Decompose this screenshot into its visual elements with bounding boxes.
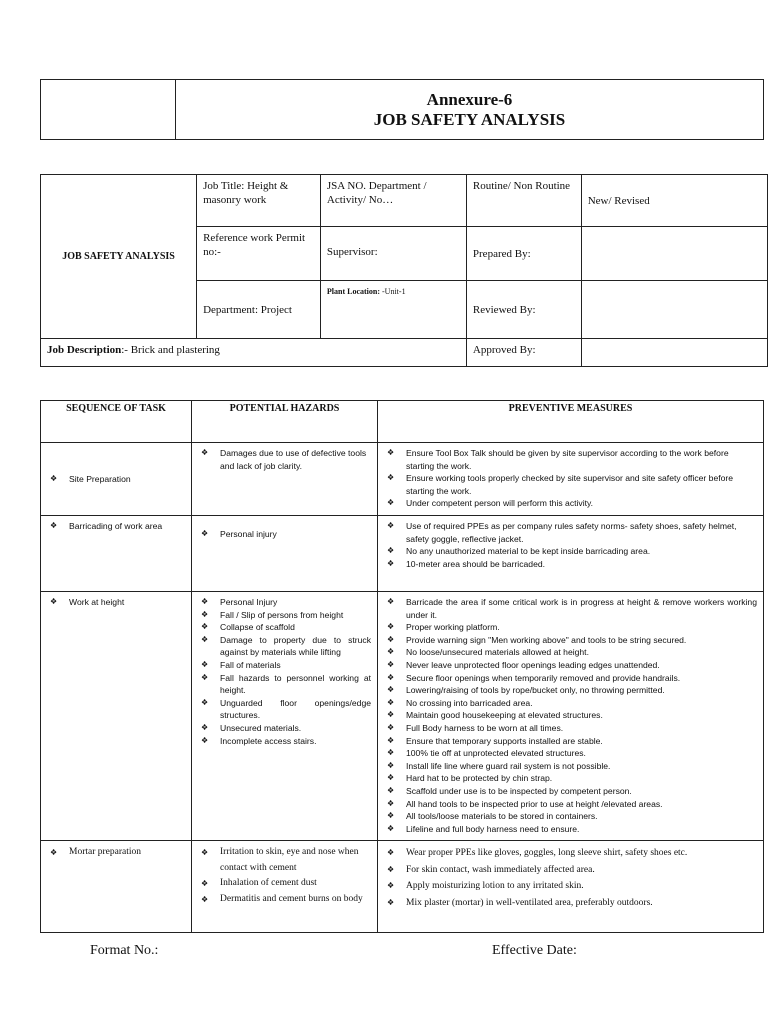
measure-item: ❖ 10-meter area should be barricaded. — [384, 558, 757, 571]
hazards-cell — [192, 516, 378, 592]
hazard-item: ❖ Damages due to use of defective tools and lack of job clarity. — [198, 447, 371, 472]
hazard-item: ❖ Unsecured materials. — [198, 722, 371, 735]
task-table — [40, 400, 764, 933]
ref-permit-cell — [197, 227, 321, 281]
measure-item: ❖ Never leave unprotected floor openings leading edges unattended. — [384, 659, 757, 672]
plant-location-value: -Unit-1 — [380, 287, 406, 296]
header-sequence: SEQUENCE OF TASK — [41, 401, 192, 443]
measure-item: ❖ All tools/loose materials to be stored in containers. — [384, 810, 757, 823]
task-table-header — [41, 401, 764, 443]
measure-item: ❖ Under competent person will perform this activity. — [384, 497, 757, 510]
measure-item: ❖ Provide warning sign "Men working above" and tools to be string secured. — [384, 634, 757, 647]
new-revised-label: New/ Revised — [587, 194, 650, 207]
hazard-item: ❖ Personal Injury — [198, 596, 371, 609]
task-name: ❖ Site Preparation — [47, 473, 185, 486]
measures-cell — [378, 516, 764, 592]
measure-item: ❖ Wear proper PPEs like gloves, goggles, long sleeve shirt, safety shoes etc. — [384, 845, 757, 862]
format-number-label: Format No.: — [90, 943, 159, 958]
routine-cell — [466, 175, 581, 227]
title-cell — [176, 80, 764, 140]
routine-label: Routine/ Non Routine — [472, 180, 571, 192]
hazard-item: ❖ Fall / Slip of persons from height — [198, 609, 371, 622]
header-hazards: POTENTIAL HAZARDS — [192, 401, 378, 443]
hazard-item: ❖ Fall of materials — [198, 659, 371, 672]
supervisor-cell — [320, 227, 466, 281]
measure-item: ❖ All hand tools to be inspected prior to use at height /elevated areas. — [384, 798, 757, 811]
hazard-item: ❖ Dermatitis and cement burns on body — [198, 892, 371, 908]
jsa-no: JSA NO. Department / Activity/ No… — [326, 180, 427, 206]
measure-item: ❖ Full Body harness to be worn at all times. — [384, 722, 757, 735]
job-description-value: :- Brick and plastering — [121, 344, 220, 356]
hazard-item: ❖ Irritation to skin, eye and nose when contact with cement — [198, 845, 371, 876]
task-name: ❖ Mortar preparation — [47, 845, 185, 861]
measure-item: ❖ For skin contact, wash immediately affected area. — [384, 862, 757, 879]
table-row — [41, 516, 764, 592]
approved-by-cell — [466, 339, 581, 367]
logo-placeholder-cell — [41, 80, 176, 140]
jsa-no-cell — [320, 175, 466, 227]
approved-by-label: Approved By: — [472, 344, 536, 356]
job-description-cell — [41, 339, 467, 367]
task-cell — [41, 841, 192, 933]
measure-item: ❖ Secure floor openings when temporarily removed and provide handrails. — [384, 672, 757, 685]
task-cell — [41, 592, 192, 841]
header-measures: PREVENTIVE MEASURES — [378, 401, 764, 443]
measure-item: ❖ No loose/unsecured materials allowed at height. — [384, 646, 757, 659]
measure-item: ❖ Proper working platform. — [384, 621, 757, 634]
measure-item: ❖ Maintain good housekeeping at elevated structures. — [384, 709, 757, 722]
measure-item: ❖ No crossing into barricaded area. — [384, 697, 757, 710]
task-cell — [41, 443, 192, 516]
measure-item: ❖ No any unauthorized material to be kept inside barricading area. — [384, 545, 757, 558]
task-name: ❖ Work at height — [47, 596, 185, 609]
job-title: Job Title: Height & masonry work — [203, 180, 289, 206]
hazard-item: ❖ Damage to property due to struck against by materials while lifting — [198, 634, 371, 659]
table-row — [41, 841, 764, 933]
measure-item: ❖ Barricade the area if some critical work is in progress at height & remove workers working under it. — [384, 596, 757, 621]
measure-item: ❖ Mix plaster (mortar) in well-ventilated area, preferably outdoors. — [384, 895, 757, 912]
task-cell — [41, 516, 192, 592]
job-description-label: Job Description — [47, 344, 122, 356]
measures-cell — [378, 592, 764, 841]
document-title: JOB SAFETY ANALYSIS — [373, 109, 566, 129]
ref-permit-label: Reference work Permit no:- — [203, 232, 306, 258]
measure-item: ❖ Use of required PPEs as per company rules safety norms- safety shoes, safety helmet, safety goggle, reflective jacket. — [384, 520, 757, 545]
reviewed-by-value — [581, 281, 767, 339]
measure-item: ❖ Hard hat to be protected by chin strap. — [384, 772, 757, 785]
reviewed-by-label: Reviewed By: — [472, 303, 536, 316]
plant-location-label: Plant Location: — [326, 287, 381, 296]
reviewed-by-cell — [466, 281, 581, 339]
jsa-label-cell — [41, 175, 197, 339]
measure-item: ❖ Lifeline and full body harness need to ensure. — [384, 823, 757, 836]
hazard-item: ❖ Incomplete access stairs. — [198, 735, 371, 748]
plant-location-cell — [320, 281, 466, 339]
measure-item: ❖ 100% tie off at unprotected elevated structures. — [384, 747, 757, 760]
table-row — [41, 592, 764, 841]
measure-item: ❖ Ensure that temporary supports installed are stable. — [384, 735, 757, 748]
measure-item: ❖ Install life line where guard rail system is not possible. — [384, 760, 757, 773]
new-revised-cell — [581, 175, 767, 227]
hazards-cell — [192, 443, 378, 516]
hazard-item: ❖ Personal injury — [198, 528, 371, 541]
department-cell — [197, 281, 321, 339]
department-label: Department: Project — [203, 303, 292, 316]
hazard-item: ❖ Collapse of scaffold — [198, 621, 371, 634]
task-name: ❖ Barricading of work area — [47, 520, 185, 533]
hazard-item: ❖ Inhalation of cement dust — [198, 876, 371, 892]
header-info-table — [40, 174, 768, 367]
table-row — [41, 443, 764, 516]
measure-item: ❖ Apply moisturizing lotion to any irritated skin. — [384, 878, 757, 895]
title-block — [40, 79, 764, 140]
measure-item: ❖ Ensure working tools properly checked by site supervisor and site safety officer before starting the work. — [384, 472, 757, 497]
prepared-by-label: Prepared By: — [472, 247, 531, 260]
jsa-label: JOB SAFETY ANALYSIS — [62, 250, 175, 262]
hazard-item: ❖ Fall hazards to personnel working at height. — [198, 672, 371, 697]
measure-item: ❖ Lowering/raising of tools by rope/bucket only, no throwing permitted. — [384, 684, 757, 697]
hazards-cell — [192, 592, 378, 841]
annexure-label: Annexure-6 — [426, 89, 513, 109]
supervisor-label: Supervisor: — [326, 245, 378, 258]
hazards-cell — [192, 841, 378, 933]
approved-by-value — [581, 339, 767, 367]
measures-cell — [378, 841, 764, 933]
prepared-by-cell — [466, 227, 581, 281]
job-title-cell — [197, 175, 321, 227]
measure-item: ❖ Scaffold under use is to be inspected by competent person. — [384, 785, 757, 798]
measures-cell — [378, 443, 764, 516]
effective-date-label: Effective Date: — [492, 943, 577, 958]
measure-item: ❖ Ensure Tool Box Talk should be given by site supervisor according to the work before starting the work. — [384, 447, 757, 472]
prepared-by-value — [581, 227, 767, 281]
hazard-item: ❖ Unguarded floor openings/edge structures. — [198, 697, 371, 722]
